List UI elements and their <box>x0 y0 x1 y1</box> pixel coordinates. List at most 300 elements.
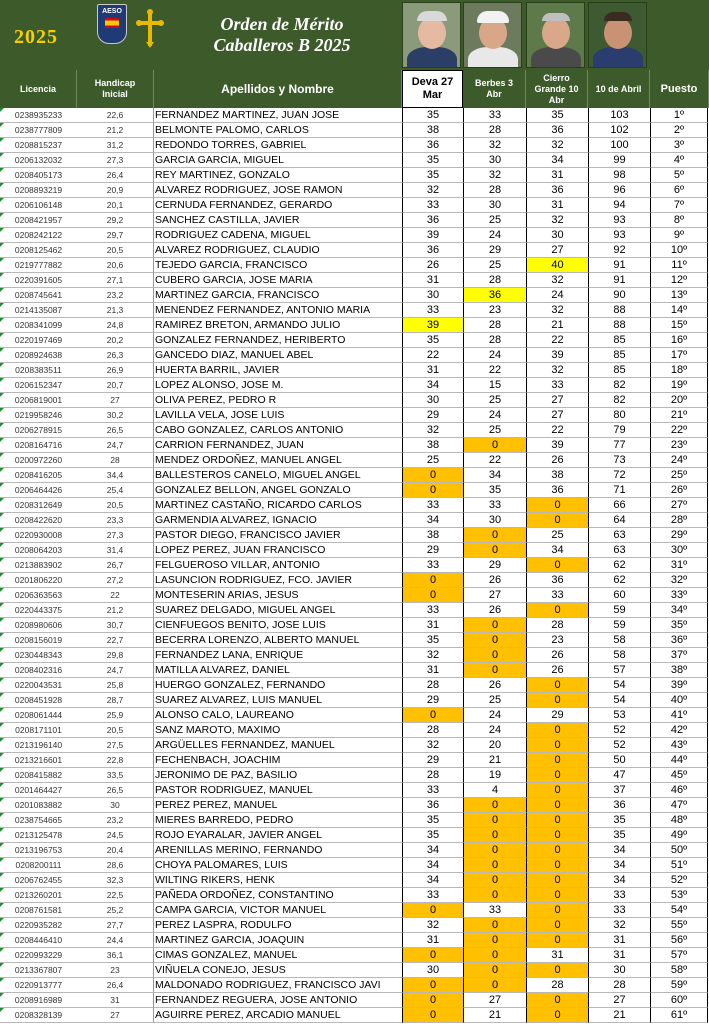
cierro-grande-score-cell: 26 <box>526 648 588 663</box>
total-cell: 64 <box>588 513 650 528</box>
cierro-grande-score-cell: 34 <box>526 153 588 168</box>
position-cell: 60º <box>650 993 708 1008</box>
deva-score-cell: 0 <box>402 573 463 588</box>
berbes-score-cell: 24 <box>463 408 526 423</box>
licencia-cell: 0208341099 <box>0 318 77 333</box>
player-name-cell: HUERTA BARRIL, JAVIER <box>154 363 402 378</box>
total-cell: 94 <box>588 198 650 213</box>
handicap-cell: 24,7 <box>77 438 154 453</box>
licencia-cell: 0230448343 <box>0 648 77 663</box>
deva-score-cell: 0 <box>402 588 463 603</box>
total-cell: 34 <box>588 843 650 858</box>
berbes-score-cell: 0 <box>463 438 526 453</box>
cierro-grande-score-cell: 26 <box>526 453 588 468</box>
player-name-cell: PAÑEDA ORDOÑEZ, CONSTANTINO <box>154 888 402 903</box>
table-row <box>0 603 709 618</box>
deva-score-cell: 0 <box>402 903 463 918</box>
handicap-cell: 22 <box>77 588 154 603</box>
player-name-cell: LOPEZ PEREZ, JUAN FRANCISCO <box>154 543 402 558</box>
total-cell: 102 <box>588 123 650 138</box>
position-cell: 47º <box>650 798 708 813</box>
total-cell: 33 <box>588 903 650 918</box>
player-name-cell: CAMPA GARCIA, VICTOR MANUEL <box>154 903 402 918</box>
licencia-cell: 0208446410 <box>0 933 77 948</box>
licencia-cell: 0206363563 <box>0 588 77 603</box>
cierro-grande-score-cell: 28 <box>526 978 588 993</box>
berbes-score-cell: 22 <box>463 453 526 468</box>
licencia-cell: 0238935233 <box>0 108 77 123</box>
berbes-score-cell: 4 <box>463 783 526 798</box>
berbes-score-cell: 21 <box>463 1008 526 1023</box>
deva-score-cell: 32 <box>402 738 463 753</box>
deva-score-cell: 38 <box>402 438 463 453</box>
licencia-cell: 0208405173 <box>0 168 77 183</box>
handicap-cell: 31,2 <box>77 138 154 153</box>
handicap-cell: 27,7 <box>77 918 154 933</box>
position-cell: 1º <box>650 108 708 123</box>
player-name-cell: MARTINEZ GARCIA, FRANCISCO <box>154 288 402 303</box>
licencia-cell: 0220197469 <box>0 333 77 348</box>
table-row <box>0 453 709 468</box>
position-cell: 18º <box>650 363 708 378</box>
player-name-cell: TEJEDO GARCIA, FRANCISCO <box>154 258 402 273</box>
player-name-cell: MARTINEZ CASTAÑO, RICARDO CARLOS <box>154 498 402 513</box>
position-cell: 57º <box>650 948 708 963</box>
licencia-cell: 0201806220 <box>0 573 77 588</box>
licencia-cell: 0213367807 <box>0 963 77 978</box>
position-cell: 16º <box>650 333 708 348</box>
cierro-grande-score-cell: 30 <box>526 228 588 243</box>
deva-score-cell: 33 <box>402 888 463 903</box>
table-row <box>0 633 709 648</box>
total-cell: 79 <box>588 423 650 438</box>
position-cell: 40º <box>650 693 708 708</box>
berbes-score-cell: 29 <box>463 558 526 573</box>
licencia-cell: 0208451928 <box>0 693 77 708</box>
licencia-cell: 0220391605 <box>0 273 77 288</box>
cierro-grande-score-cell: 27 <box>526 408 588 423</box>
table-row <box>0 618 709 633</box>
handicap-cell: 26,4 <box>77 168 154 183</box>
handicap-cell: 26,7 <box>77 558 154 573</box>
licencia-cell: 0208421957 <box>0 213 77 228</box>
licencia-cell: 0220930008 <box>0 528 77 543</box>
total-cell: 60 <box>588 588 650 603</box>
berbes-score-cell: 24 <box>463 228 526 243</box>
table-row <box>0 828 709 843</box>
position-cell: 8º <box>650 213 708 228</box>
handicap-cell: 21,2 <box>77 123 154 138</box>
handicap-cell: 28,7 <box>77 693 154 708</box>
deva-score-cell: 34 <box>402 858 463 873</box>
total-cell: 50 <box>588 753 650 768</box>
deva-score-cell: 29 <box>402 693 463 708</box>
table-row <box>0 738 709 753</box>
berbes-score-cell: 0 <box>463 948 526 963</box>
cierro-grande-score-cell: 0 <box>526 558 588 573</box>
victory-cross-icon <box>135 8 165 48</box>
licencia-cell: 0208761581 <box>0 903 77 918</box>
cierro-grande-score-cell: 32 <box>526 303 588 318</box>
licencia-cell: 0201464427 <box>0 783 77 798</box>
berbes-score-cell: 24 <box>463 723 526 738</box>
berbes-score-cell: 30 <box>463 198 526 213</box>
berbes-score-cell: 0 <box>463 933 526 948</box>
deva-score-cell: 35 <box>402 153 463 168</box>
player-name-cell: MIERES BARREDO, PEDRO <box>154 813 402 828</box>
aeso-logo-icon <box>97 4 127 44</box>
deva-score-cell: 0 <box>402 993 463 1008</box>
player-name-cell: SUAREZ DELGADO, MIGUEL ANGEL <box>154 603 402 618</box>
total-cell: 31 <box>588 933 650 948</box>
licencia-cell: 0208924638 <box>0 348 77 363</box>
position-cell: 6º <box>650 183 708 198</box>
table-row <box>0 378 709 393</box>
berbes-score-cell: 26 <box>463 573 526 588</box>
player-name-cell: REDONDO TORRES, GABRIEL <box>154 138 402 153</box>
total-cell: 91 <box>588 258 650 273</box>
page-title <box>172 14 392 56</box>
cierro-grande-score-cell: 31 <box>526 168 588 183</box>
handicap-cell: 22,7 <box>77 633 154 648</box>
position-cell: 9º <box>650 228 708 243</box>
berbes-score-cell: 24 <box>463 708 526 723</box>
player-name-cell: FERNANDEZ LANA, ENRIQUE <box>154 648 402 663</box>
position-cell: 45º <box>650 768 708 783</box>
cierro-grande-score-cell: 0 <box>526 903 588 918</box>
berbes-score-cell: 25 <box>463 423 526 438</box>
deva-score-cell: 34 <box>402 513 463 528</box>
handicap-cell: 36,1 <box>77 948 154 963</box>
total-cell: 52 <box>588 723 650 738</box>
player-name-cell: CERNUDA FERNANDEZ, GERARDO <box>154 198 402 213</box>
player-name-cell: GARMENDIA ALVAREZ, IGNACIO <box>154 513 402 528</box>
licencia-cell: 0214135087 <box>0 303 77 318</box>
cierro-grande-score-cell: 39 <box>526 348 588 363</box>
table-row <box>0 468 709 483</box>
total-cell: 99 <box>588 153 650 168</box>
player-name-cell: CIMAS GONZALEZ, MANUEL <box>154 948 402 963</box>
table-row <box>0 318 709 333</box>
deva-score-cell: 25 <box>402 453 463 468</box>
licencia-cell: 0208416205 <box>0 468 77 483</box>
deva-score-cell: 33 <box>402 498 463 513</box>
handicap-cell: 27,3 <box>77 153 154 168</box>
cierro-grande-score-cell: 0 <box>526 993 588 1008</box>
deva-score-cell: 33 <box>402 303 463 318</box>
position-cell: 61º <box>650 1008 708 1023</box>
deva-score-cell: 29 <box>402 408 463 423</box>
berbes-score-cell: 0 <box>463 873 526 888</box>
player-name-cell: PASTOR RODRIGUEZ, MANUEL <box>154 783 402 798</box>
deva-score-cell: 35 <box>402 108 463 123</box>
deva-score-cell: 30 <box>402 963 463 978</box>
cierro-grande-score-cell: 0 <box>526 813 588 828</box>
cierro-grande-score-cell: 0 <box>526 753 588 768</box>
deva-score-cell: 35 <box>402 828 463 843</box>
handicap-cell: 24,7 <box>77 663 154 678</box>
cierro-grande-score-cell: 0 <box>526 828 588 843</box>
position-cell: 53º <box>650 888 708 903</box>
col-cierro-grande: Cierro Grande 10 Abr <box>526 70 588 108</box>
player-name-cell: JERONIMO DE PAZ, BASILIO <box>154 768 402 783</box>
licencia-cell: 0213216601 <box>0 753 77 768</box>
total-cell: 91 <box>588 273 650 288</box>
table-row <box>0 153 709 168</box>
total-cell: 33 <box>588 888 650 903</box>
licencia-cell: 0208383511 <box>0 363 77 378</box>
deva-score-cell: 39 <box>402 318 463 333</box>
berbes-score-cell: 33 <box>463 903 526 918</box>
cierro-grande-score-cell: 25 <box>526 528 588 543</box>
total-cell: 62 <box>588 558 650 573</box>
handicap-cell: 24,5 <box>77 828 154 843</box>
table-row <box>0 258 709 273</box>
table-row <box>0 948 709 963</box>
handicap-cell: 27,3 <box>77 528 154 543</box>
player-photo-1 <box>402 2 461 68</box>
cierro-grande-score-cell: 31 <box>526 948 588 963</box>
handicap-cell: 23,2 <box>77 288 154 303</box>
table-row <box>0 813 709 828</box>
berbes-score-cell: 25 <box>463 393 526 408</box>
total-cell: 85 <box>588 363 650 378</box>
deva-score-cell: 0 <box>402 948 463 963</box>
berbes-score-cell: 15 <box>463 378 526 393</box>
licencia-cell: 0213196140 <box>0 738 77 753</box>
position-cell: 48º <box>650 813 708 828</box>
player-name-cell: RODRIGUEZ CADENA, MIGUEL <box>154 228 402 243</box>
total-cell: 59 <box>588 603 650 618</box>
licencia-cell: 0208422620 <box>0 513 77 528</box>
position-cell: 11º <box>650 258 708 273</box>
berbes-score-cell: 0 <box>463 888 526 903</box>
total-cell: 54 <box>588 693 650 708</box>
berbes-score-cell: 36 <box>463 288 526 303</box>
position-cell: 20º <box>650 393 708 408</box>
deva-score-cell: 36 <box>402 138 463 153</box>
licencia-cell: 0238777809 <box>0 123 77 138</box>
col-berbes: Berbes 3 Abr <box>463 70 526 108</box>
licencia-cell: 0220993229 <box>0 948 77 963</box>
deva-score-cell: 34 <box>402 843 463 858</box>
total-cell: 30 <box>588 963 650 978</box>
cierro-grande-score-cell: 27 <box>526 243 588 258</box>
position-cell: 37º <box>650 648 708 663</box>
licencia-cell: 0201083882 <box>0 798 77 813</box>
table-row <box>0 768 709 783</box>
berbes-score-cell: 0 <box>463 918 526 933</box>
berbes-score-cell: 23 <box>463 303 526 318</box>
position-cell: 35º <box>650 618 708 633</box>
handicap-cell: 20,4 <box>77 843 154 858</box>
berbes-score-cell: 0 <box>463 633 526 648</box>
col-puesto: Puesto <box>650 70 709 108</box>
deva-score-cell: 35 <box>402 333 463 348</box>
cierro-grande-score-cell: 32 <box>526 213 588 228</box>
cierro-grande-score-cell: 32 <box>526 363 588 378</box>
position-cell: 12º <box>650 273 708 288</box>
licencia-cell: 0208200111 <box>0 858 77 873</box>
handicap-cell: 26,9 <box>77 363 154 378</box>
handicap-cell: 26,5 <box>77 423 154 438</box>
licencia-cell: 0208815237 <box>0 138 77 153</box>
cierro-grande-score-cell: 33 <box>526 378 588 393</box>
deva-score-cell: 0 <box>402 708 463 723</box>
handicap-cell: 26,4 <box>77 978 154 993</box>
position-cell: 17º <box>650 348 708 363</box>
table-row <box>0 888 709 903</box>
total-cell: 98 <box>588 168 650 183</box>
player-name-cell: ALVAREZ RODRIGUEZ, JOSE RAMON <box>154 183 402 198</box>
table-row <box>0 843 709 858</box>
berbes-score-cell: 35 <box>463 483 526 498</box>
berbes-score-cell: 28 <box>463 183 526 198</box>
total-cell: 63 <box>588 543 650 558</box>
table-row <box>0 393 709 408</box>
berbes-score-cell: 19 <box>463 768 526 783</box>
position-cell: 7º <box>650 198 708 213</box>
handicap-cell: 31 <box>77 993 154 1008</box>
total-cell: 63 <box>588 528 650 543</box>
handicap-cell: 26,3 <box>77 348 154 363</box>
table-row <box>0 183 709 198</box>
handicap-cell: 24,8 <box>77 318 154 333</box>
berbes-score-cell: 22 <box>463 363 526 378</box>
position-cell: 44º <box>650 753 708 768</box>
total-cell: 35 <box>588 813 650 828</box>
player-name-cell: MATILLA ALVAREZ, DANIEL <box>154 663 402 678</box>
cierro-grande-score-cell: 0 <box>526 693 588 708</box>
berbes-score-cell: 0 <box>463 963 526 978</box>
total-cell: 59 <box>588 618 650 633</box>
cierro-grande-score-cell: 0 <box>526 738 588 753</box>
table-row <box>0 423 709 438</box>
cierro-grande-score-cell: 0 <box>526 918 588 933</box>
berbes-score-cell: 33 <box>463 108 526 123</box>
player-name-cell: GONZALEZ FERNANDEZ, HERIBERTO <box>154 333 402 348</box>
total-cell: 77 <box>588 438 650 453</box>
cierro-grande-score-cell: 0 <box>526 723 588 738</box>
cierro-grande-score-cell: 0 <box>526 888 588 903</box>
berbes-score-cell: 30 <box>463 153 526 168</box>
total-cell: 32 <box>588 918 650 933</box>
handicap-cell: 33,5 <box>77 768 154 783</box>
licencia-cell: 0208893219 <box>0 183 77 198</box>
cierro-grande-score-cell: 0 <box>526 603 588 618</box>
licencia-cell: 0208916989 <box>0 993 77 1008</box>
table-row <box>0 663 709 678</box>
berbes-score-cell: 28 <box>463 333 526 348</box>
col-total: 10 de Abril <box>588 70 650 108</box>
licencia-cell: 0208164716 <box>0 438 77 453</box>
total-cell: 82 <box>588 393 650 408</box>
handicap-cell: 23,2 <box>77 813 154 828</box>
total-cell: 100 <box>588 138 650 153</box>
position-cell: 3º <box>650 138 708 153</box>
position-cell: 59º <box>650 978 708 993</box>
player-name-cell: HUERGO GONZALEZ, FERNANDO <box>154 678 402 693</box>
position-cell: 50º <box>650 843 708 858</box>
player-name-cell: CIENFUEGOS BENITO, JOSE LUIS <box>154 618 402 633</box>
berbes-score-cell: 0 <box>463 618 526 633</box>
total-cell: 92 <box>588 243 650 258</box>
berbes-score-cell: 0 <box>463 843 526 858</box>
position-cell: 55º <box>650 918 708 933</box>
deva-score-cell: 31 <box>402 618 463 633</box>
position-cell: 41º <box>650 708 708 723</box>
berbes-score-cell: 28 <box>463 318 526 333</box>
table-row <box>0 498 709 513</box>
licencia-cell: 0220913777 <box>0 978 77 993</box>
handicap-cell: 20,6 <box>77 258 154 273</box>
table-row <box>0 903 709 918</box>
table-row <box>0 288 709 303</box>
handicap-cell: 20,9 <box>77 183 154 198</box>
deva-score-cell: 0 <box>402 978 463 993</box>
licencia-cell: 0213260201 <box>0 888 77 903</box>
cierro-grande-score-cell: 22 <box>526 333 588 348</box>
cierro-grande-score-cell: 21 <box>526 318 588 333</box>
table-row <box>0 528 709 543</box>
licencia-cell: 0219777882 <box>0 258 77 273</box>
cierro-grande-score-cell: 26 <box>526 663 588 678</box>
cierro-grande-score-cell: 36 <box>526 123 588 138</box>
berbes-score-cell: 0 <box>463 663 526 678</box>
berbes-score-cell: 30 <box>463 513 526 528</box>
total-cell: 34 <box>588 873 650 888</box>
season-year: 2025 <box>14 26 58 48</box>
licencia-cell: 0208242122 <box>0 228 77 243</box>
deva-score-cell: 35 <box>402 813 463 828</box>
licencia-cell: 0208156019 <box>0 633 77 648</box>
handicap-cell: 23,3 <box>77 513 154 528</box>
handicap-cell: 21,2 <box>77 603 154 618</box>
cierro-grande-score-cell: 38 <box>526 468 588 483</box>
table-row <box>0 978 709 993</box>
table-row <box>0 573 709 588</box>
table-row <box>0 168 709 183</box>
total-cell: 88 <box>588 318 650 333</box>
player-name-cell: PEREZ LASPRA, RODULFO <box>154 918 402 933</box>
table-row <box>0 648 709 663</box>
licencia-cell: 0208402316 <box>0 663 77 678</box>
berbes-score-cell: 0 <box>463 798 526 813</box>
position-cell: 15º <box>650 318 708 333</box>
table-row <box>0 873 709 888</box>
cierro-grande-score-cell: 0 <box>526 783 588 798</box>
player-name-cell: MALDONADO RODRIGUEZ, FRANCISCO JAVI <box>154 978 402 993</box>
handicap-cell: 29,8 <box>77 648 154 663</box>
table-row <box>0 963 709 978</box>
table-row <box>0 108 709 123</box>
col-licencia: Licencia <box>0 70 77 108</box>
berbes-score-cell: 20 <box>463 738 526 753</box>
licencia-cell: 0206278915 <box>0 423 77 438</box>
cierro-grande-score-cell: 0 <box>526 678 588 693</box>
handicap-cell: 20,2 <box>77 333 154 348</box>
table-row <box>0 693 709 708</box>
player-name-cell: WILTING RIKERS, HENK <box>154 873 402 888</box>
table-row <box>0 678 709 693</box>
licencia-cell: 0208312649 <box>0 498 77 513</box>
handicap-cell: 22,5 <box>77 888 154 903</box>
licencia-cell: 0220043531 <box>0 678 77 693</box>
position-cell: 27º <box>650 498 708 513</box>
player-name-cell: LASUNCION RODRIGUEZ, FCO. JAVIER <box>154 573 402 588</box>
handicap-cell: 29,7 <box>77 228 154 243</box>
deva-score-cell: 22 <box>402 348 463 363</box>
